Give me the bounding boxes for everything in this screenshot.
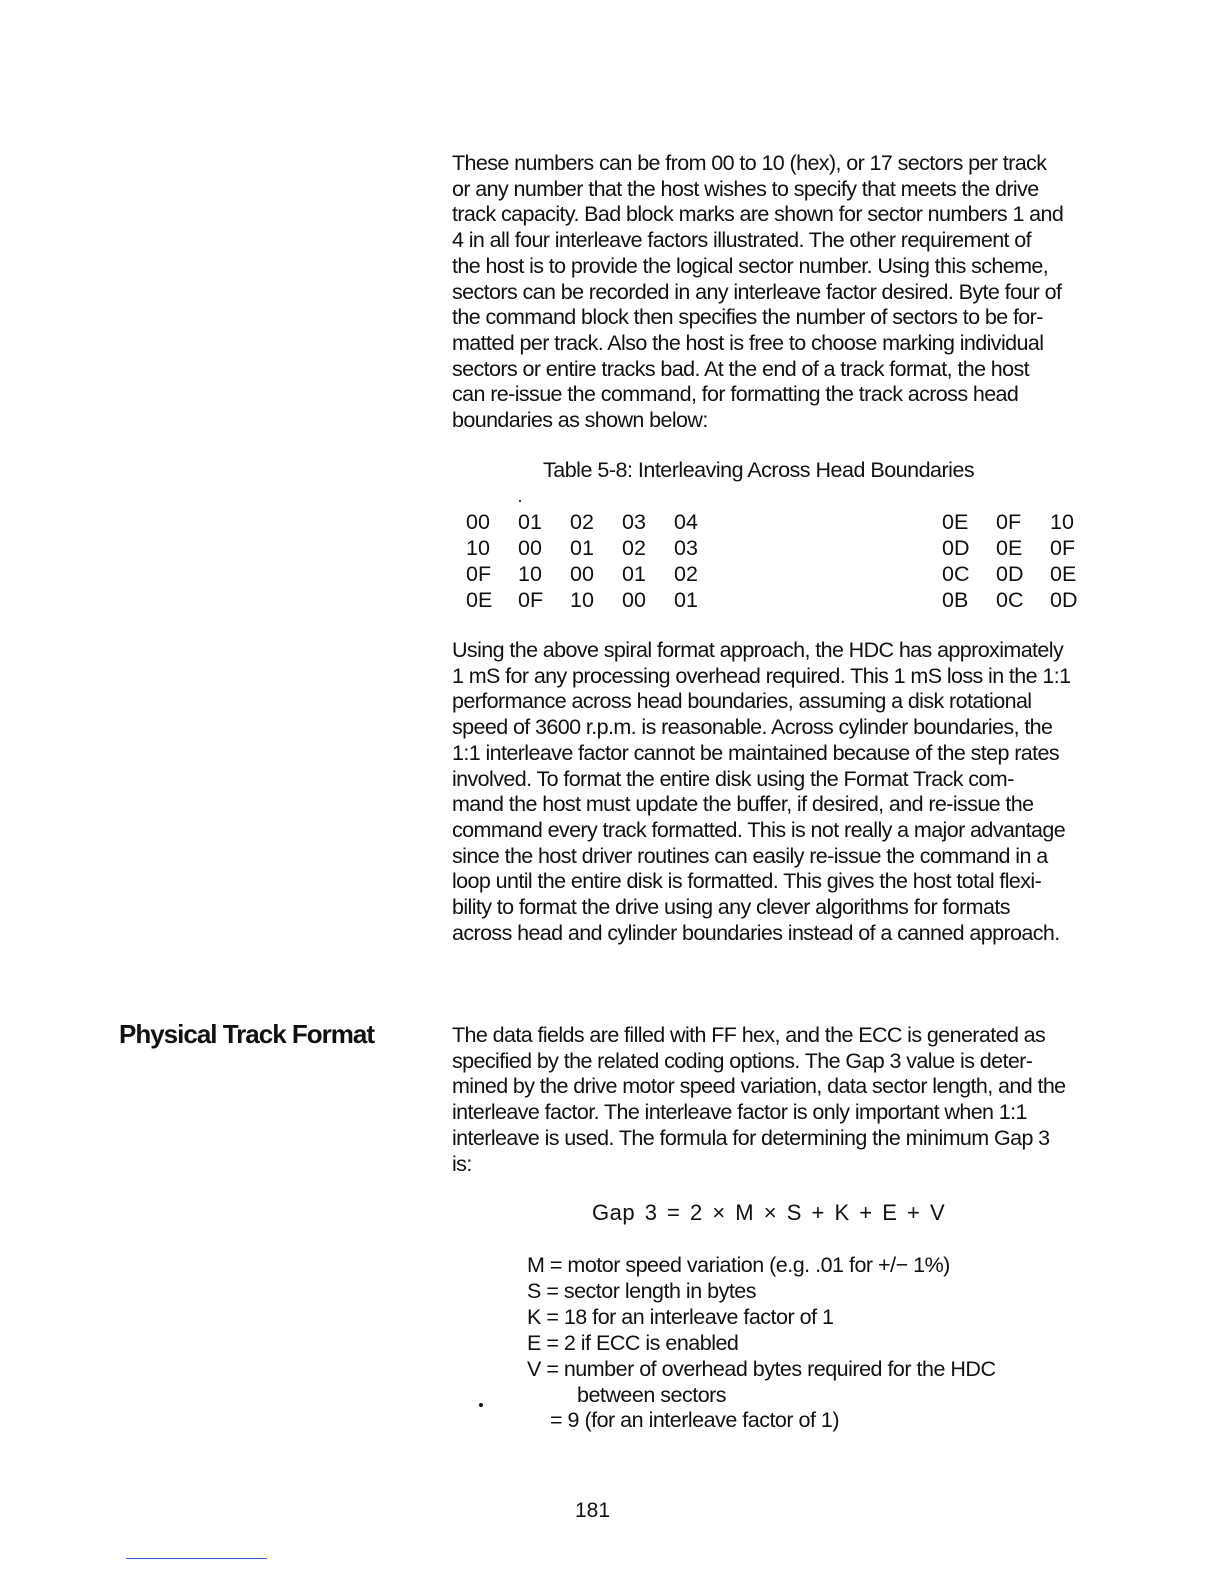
text-line: interleave factor. The interleave factor is only important when 1:1 xyxy=(452,1100,1027,1125)
spiral-format-paragraph xyxy=(452,638,1102,946)
table-cell: 00 xyxy=(518,536,542,560)
text-line: specified by the related coding options. The Gap 3 value is deter- xyxy=(452,1048,1033,1073)
table-cell: 0D xyxy=(996,562,1024,586)
table-cell: 10 xyxy=(1050,510,1074,534)
text-line: bility to format the drive using any clever algorithms for formats xyxy=(452,895,1010,920)
text-line: matted per track. Also the host is free to choose marking individual xyxy=(452,330,1044,355)
text-line: or any number that the host wishes to specify that meets the drive xyxy=(452,176,1039,201)
table-cell: 0C xyxy=(996,588,1024,612)
text-line: track capacity. Bad block marks are shown for sector numbers 1 and xyxy=(452,202,1064,227)
table-row-left xyxy=(466,587,726,613)
page-number: 181 xyxy=(575,1499,611,1522)
table-cell: 00 xyxy=(622,588,646,612)
table-cell: 02 xyxy=(674,562,698,586)
text-line: Using the above spiral format approach, the HDC has approximately xyxy=(452,638,1064,662)
table-cell: 04 xyxy=(674,510,698,534)
text-line: loop until the entire disk is formatted. This gives the host total flexi- xyxy=(452,869,1042,894)
table-row-right xyxy=(942,509,1104,535)
table-cell: 10 xyxy=(466,536,490,560)
table-cell: 0D xyxy=(1050,588,1078,612)
text-line: sectors or entire tracks bad. At the end of a track format, the host xyxy=(452,356,1030,381)
table-cell: 01 xyxy=(674,588,698,612)
gap3-formula: Gap 3 = 2 × M × S + K + E + V xyxy=(592,1200,946,1225)
table-cell: 01 xyxy=(518,510,542,534)
table-cell: 0E xyxy=(1050,562,1077,586)
text-line: boundaries as shown below: xyxy=(452,408,708,433)
text-line: speed of 3600 r.p.m. is reasonable. Across cylinder boundaries, the xyxy=(452,715,1053,740)
table-cell: 10 xyxy=(570,588,594,612)
text-line: involved. To format the entire disk using the Format Track com- xyxy=(452,766,1014,791)
text-line: 1 mS for any processing overhead required. This 1 mS loss in the 1:1 xyxy=(452,663,1071,688)
section-heading: Physical Track Format xyxy=(119,1019,375,1049)
text-line: the host is to provide the logical sector number. Using this scheme, xyxy=(452,253,1049,278)
table-cell: 01 xyxy=(570,536,594,560)
definition-v-value: = 9 (for an interleave factor of 1) xyxy=(550,1408,840,1433)
table-cell: 00 xyxy=(570,562,594,586)
table-row-left xyxy=(466,561,726,587)
table-row-left xyxy=(466,535,726,561)
table-cell: 0F xyxy=(518,588,544,612)
text-line: mand the host must update the buffer, if desired, and re-issue the xyxy=(452,792,1034,817)
text-line: interleave is used. The formula for determining the minimum Gap 3 xyxy=(452,1125,1050,1150)
table-cell: 0D xyxy=(942,536,970,560)
table-row-right xyxy=(942,561,1104,587)
table-cell: 00 xyxy=(466,510,490,534)
table-cell: 0B xyxy=(942,588,969,612)
text-line: sectors can be recorded in any interleave factor desired. Byte four of xyxy=(452,279,1062,304)
definition-k: K = 18 for an interleave factor of 1 xyxy=(527,1304,834,1329)
text-line: 4 in all four interleave factors illustrated. The other requirement of xyxy=(452,228,1032,253)
text-line: command every track formatted. This is not really a major advantage xyxy=(452,817,1066,842)
stray-dot xyxy=(479,1403,483,1407)
text-line: performance across head boundaries, assuming a disk rotational xyxy=(452,689,1032,714)
table-cell: 10 xyxy=(518,562,542,586)
table-cell: 0E xyxy=(466,588,493,612)
text-line: can re-issue the command, for formatting the track across head xyxy=(452,382,1019,407)
table-cell: 02 xyxy=(622,536,646,560)
table-row-left xyxy=(466,509,726,535)
table-cell: 0E xyxy=(996,536,1023,560)
text-line: The data fields are filled with FF hex, and the ECC is generated as xyxy=(452,1023,1046,1047)
definition-v-continuation: between sectors xyxy=(577,1382,727,1407)
text-line: mined by the drive motor speed variation, data sector length, and the xyxy=(452,1074,1066,1099)
table-cell: 0C xyxy=(942,562,970,586)
intro-paragraph xyxy=(452,151,1102,434)
table-row-right xyxy=(942,587,1104,613)
track-format-paragraph xyxy=(452,1023,1102,1177)
table-row-right xyxy=(942,535,1104,561)
text-line: across head and cylinder boundaries instead of a canned approach. xyxy=(452,920,1060,945)
table-cell: 0F xyxy=(996,510,1022,534)
text-line: 1:1 interleave factor cannot be maintained because of the step rates xyxy=(452,740,1060,765)
definition-e: E = 2 if ECC is enabled xyxy=(527,1330,739,1355)
definition-m: M = motor speed variation (e.g. .01 for +/− 1%) xyxy=(527,1253,950,1277)
table-caption: Table 5-8: Interleaving Across Head Boundaries xyxy=(543,458,975,482)
definition-s: S = sector length in bytes xyxy=(527,1278,757,1303)
table-cell: 03 xyxy=(674,536,698,560)
table-cell: 0F xyxy=(1050,536,1076,560)
definition-v: V = number of overhead bytes required for the HDC xyxy=(527,1356,996,1381)
table-cell: 01 xyxy=(622,562,646,586)
text-line: is: xyxy=(452,1151,472,1176)
table-cell: 02 xyxy=(570,510,594,534)
footer-rule xyxy=(126,1558,267,1559)
text-line: These numbers can be from 00 to 10 (hex), or 17 sectors per track xyxy=(452,151,1047,175)
text-line: since the host driver routines can easily re-issue the command in a xyxy=(452,843,1048,868)
scan-mark xyxy=(519,500,521,502)
table-cell: 03 xyxy=(622,510,646,534)
text-line: the command block then specifies the number of sectors to be for- xyxy=(452,305,1043,330)
table-cell: 0E xyxy=(942,510,969,534)
formula-definitions xyxy=(527,1253,995,1434)
table-cell: 0F xyxy=(466,562,492,586)
